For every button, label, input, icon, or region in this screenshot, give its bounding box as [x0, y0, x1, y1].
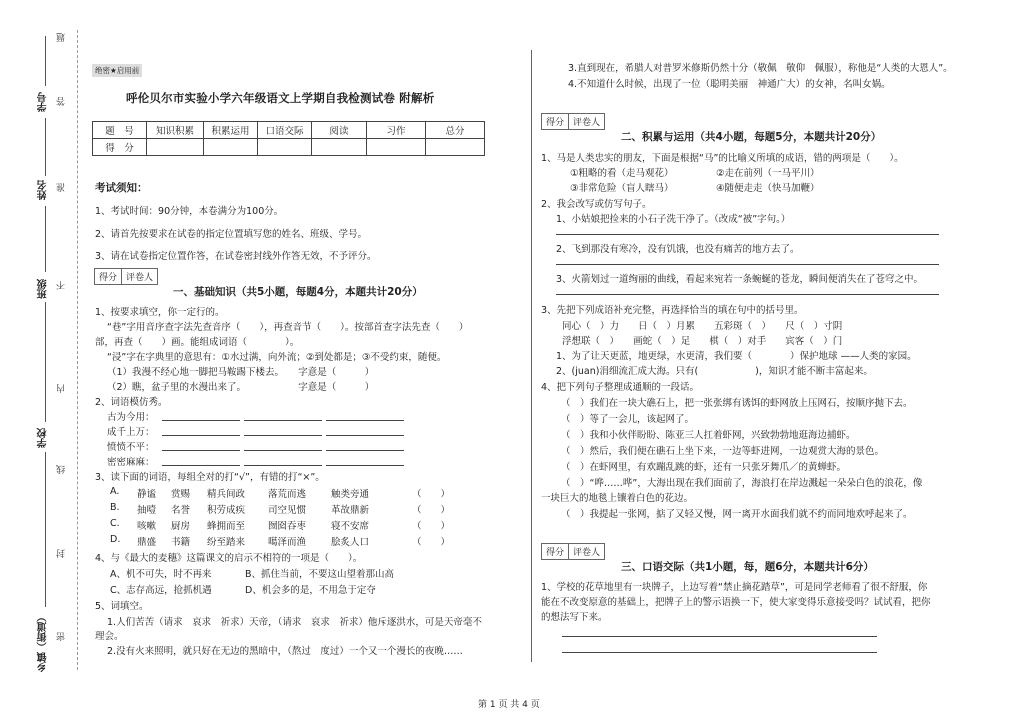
imitation-row — [107, 424, 155, 438]
question-line: 1、为了让天更蓝，地更绿，水更清，我们要（ ）保护地球 ——人类的家园。 — [556, 351, 917, 362]
score-cell: 口语交际 — [258, 122, 312, 139]
answer-blank[interactable] — [326, 465, 404, 466]
option-word: 脍炙人口 — [331, 537, 370, 548]
question-line: 部，再查（ ）画。能组成词语（ ）。 — [95, 337, 300, 348]
answer-paren[interactable]: （ ） — [412, 521, 451, 532]
answer-blank[interactable] — [326, 450, 404, 451]
margin-char-mi: 密 — [57, 632, 67, 641]
option-word: 精兵间政 — [207, 489, 246, 500]
scorer-box — [541, 113, 605, 130]
imitation-word: 成千上万： — [107, 427, 155, 438]
score-row-label: 得 分 — [93, 139, 147, 156]
choice: A、机不可失，时不再来 — [110, 569, 212, 580]
page-title: 呼伦贝尔市实验小学六年级语文上学期自我检测试卷 附解析 — [126, 91, 435, 105]
choice: ④随便走走（快马加鞭） — [716, 183, 820, 194]
option-word: 名誉 — [171, 505, 191, 516]
question: 1、按要求填空，你一定行的。 — [95, 307, 225, 318]
question-line: 能在不改变原意的基础上，把牌子上的警示语换一下，使大家变得乐意接受吗？试试看，把你 — [541, 597, 931, 608]
option-word: 鼎盛 — [137, 537, 157, 548]
margin-rule — [45, 302, 46, 422]
answer-line[interactable] — [562, 636, 877, 637]
margin-char-ti: 题 — [57, 33, 67, 42]
page-footer: 第 1 页 共 4 页 — [478, 700, 540, 710]
margin-char-nei: 内 — [57, 384, 67, 393]
question-line: （ ）我和小伙伴盼盼、陈亚三人扛着虾网，兴致勃勃地逛海边捕虾。 — [561, 430, 856, 441]
score-input-cell[interactable] — [367, 139, 426, 156]
answer-blank[interactable] — [162, 450, 240, 451]
margin-rule — [45, 452, 46, 607]
score-cell: 题 号 — [93, 122, 147, 139]
question-line: （ ）然后，我们便在礁石上坐下来，一边等虾进网，一边观赏大海的景色。 — [561, 446, 885, 457]
choice: B、抓住当前，不要这山望着那山高 — [245, 569, 395, 580]
section3-heading: 三、口语交际（共1小题，每，题6分，本题共计6分） — [621, 561, 874, 573]
answer-blank[interactable] — [244, 420, 322, 421]
question-line: “浸”字在字典里的意思有：①水过满，向外流；②到处都是；③不受约束，随便。 — [107, 352, 447, 363]
option-word: 积劳成疾 — [207, 505, 246, 516]
scorer-score: 得分 — [546, 548, 565, 558]
scorer-box — [541, 543, 605, 560]
choice: ③非常危险（盲人瞎马） — [570, 183, 674, 194]
option-key: B. — [110, 502, 120, 513]
answer-blank[interactable] — [162, 420, 240, 421]
question-line: 的想法写下来。 — [541, 612, 608, 623]
imitation-word: 密密麻麻： — [107, 457, 155, 468]
question: 4、与《最大的麦穗》这篇课文的启示不相符的一项是（ ）。 — [95, 553, 363, 564]
question: 1、马是人类忠实的朋友，下面是根据“马”的比喻义所填的成语，错的两项是（ ）。 — [541, 153, 904, 164]
question-line: （ ）我们在一块大礁石上，把一张张绑有诱饵的虾网放上压网石，按顺序抛下去。 — [561, 398, 913, 409]
section1-heading: 一、基础知识（共5小题，每题4分，本题共计20分） — [173, 286, 423, 298]
margin-rule — [45, 36, 46, 86]
choice: ①粗略的看（走马观花） — [570, 168, 674, 179]
imitation-row — [107, 439, 155, 453]
answer-blank[interactable] — [244, 450, 322, 451]
question-line: （2）瞧，盆子里的水漫出来了。 字意是（ ） — [107, 382, 375, 393]
answer-paren[interactable]: （ ） — [412, 489, 451, 500]
scorer-grader: 评卷人 — [568, 544, 604, 559]
option-word: 赏赐 — [171, 489, 191, 500]
option-word: 蜂拥而至 — [207, 521, 246, 532]
margin-char-feng: 封 — [57, 549, 67, 558]
option-word: 触类旁通 — [331, 489, 370, 500]
option-key: C. — [110, 518, 120, 529]
answer-blank[interactable] — [326, 420, 404, 421]
answer-line[interactable] — [562, 652, 877, 653]
answer-line[interactable] — [556, 234, 939, 235]
score-cell: 阅读 — [312, 122, 367, 139]
seal-line — [77, 30, 78, 670]
answer-paren[interactable]: （ ） — [412, 537, 451, 548]
question-line: 一块巨大的地毯上镶着白色的花边。 — [541, 493, 694, 504]
option-word: 静谧 — [137, 489, 157, 500]
option-word: 噶泽而渔 — [268, 537, 307, 548]
question-line: 浮想联（ ） 画蛇（ ）足 棋（ ）对手 宾客（ ）门 — [562, 336, 843, 347]
answer-blank[interactable] — [326, 435, 404, 436]
margin-label-xingming: 姓名 — [38, 180, 49, 200]
option-word: 厨房 — [171, 521, 191, 532]
option-word: 司空见惯 — [268, 505, 307, 516]
question-line: 3.直到现在，希腊人对普罗米修斯仍然十分（敬佩 敬仰 佩服），称他是“人类的大恩人”。 — [568, 63, 953, 74]
question-line: 2、(juan)涓细流汇成大海。只有( )，知识才能不断丰富起来。 — [556, 366, 873, 377]
score-cell: 知识积累 — [147, 122, 204, 139]
question-line: （1）我漫不经心地一脚把马鞍踢下楼去。 字意是（ ） — [107, 367, 375, 378]
question: 2、词语模仿秀。 — [95, 397, 168, 408]
option-word: 寝不安席 — [331, 521, 370, 532]
margin-label-xuehao: 学号 — [38, 92, 49, 112]
choice: D、机会多的是，不用急于定夺 — [245, 585, 376, 596]
margin-char-xian: 线 — [57, 465, 67, 474]
answer-line[interactable] — [556, 264, 939, 265]
answer-blank[interactable] — [244, 465, 322, 466]
question-line: “巷”字用音序查字法先查音序（ ），再查音节（ ）。按部首查字法先查（ ） — [107, 322, 469, 333]
imitation-word: 古为今用： — [107, 412, 155, 423]
score-input-cell[interactable] — [147, 139, 204, 156]
notice-heading: 考试须知： — [95, 182, 148, 194]
margin-label-xuexiao: 学校 — [38, 428, 49, 448]
margin-rule — [45, 206, 46, 272]
scorer-grader: 评卷人 — [568, 114, 604, 129]
question-line: 理会。 — [95, 631, 124, 642]
score-cell: 积累运用 — [204, 122, 258, 139]
scorer-score: 得分 — [546, 118, 565, 128]
score-table-header-row — [93, 122, 485, 139]
question-line: 2.没有火来照明，就只好在无边的黑暗中，（熬过 度过）一个又一个漫长的夜晚…… — [107, 646, 463, 657]
question-line: （ ）在虾网里，有欢蹦乱跳的虾，还有一只张牙舞爪／的黄蝉虾。 — [561, 462, 847, 473]
scorer-box — [94, 268, 158, 285]
answer-paren[interactable]: （ ） — [412, 505, 451, 516]
question-line: 3、火箭划过一道绚丽的曲线，看起来宛若一条蜿蜒的苍龙，瞬间便消失在了苍穹之中。 — [556, 274, 924, 285]
imitation-row — [107, 454, 155, 468]
answer-blank[interactable] — [162, 465, 240, 466]
margin-char-da: 答 — [57, 97, 67, 106]
option-word: 革故鼎新 — [331, 505, 370, 516]
scorer-score: 得分 — [99, 273, 118, 283]
question-line: 4.不知道什么时候，出现了一位（聪明美丽 神通广大）的女神，名叫女娲。 — [568, 79, 891, 90]
binding-margin — [0, 0, 80, 722]
notice-item: 3、请在试卷指定位置作答，在试卷密封线外作答无效，不予评分。 — [95, 251, 377, 262]
question-line: （ ）我提起一张网，掂了又轻又慢，网一离开水面我们就不约而同地欢呼起来了。 — [561, 509, 913, 520]
question: 3、先把下列成语补充完整，再选择恰当的填在句中的括号里。 — [541, 305, 804, 316]
score-input-cell[interactable] — [426, 139, 485, 156]
notice-item: 1、考试时间：90分钟，本卷满分为100分。 — [95, 206, 284, 217]
question-line: 同心（ ）力 日（ ）月累 五彩斑（ ） 尺（ ）寸阴 — [562, 321, 843, 332]
question-line: （ ）“哗……哗”，大海出现在我们面前了，海浪打在岸边溅起一朵朵白色的浪花，像 — [561, 478, 923, 489]
scorer-grader: 评卷人 — [121, 269, 157, 284]
notice-item: 2、请首先按要求在试卷的指定位置填写您的姓名、班级、学号。 — [95, 229, 368, 240]
option-word: 咳嗽 — [137, 521, 157, 532]
question-line: 1、学校的花草地里有一块牌子，上边写着“禁止摘花踏草”，可是同学老师看了很不舒服，你 — [541, 582, 928, 593]
option-word: 抽噎 — [137, 505, 157, 516]
question: 5、词填空。 — [95, 601, 149, 612]
choice: ②走在前列（一马平川） — [716, 168, 820, 179]
answer-blank[interactable] — [162, 435, 240, 436]
margin-label-banji: 班级 — [38, 279, 49, 299]
score-input-cell[interactable] — [204, 139, 258, 156]
question-line: 1、小姑娘把捡来的小石子洗干净了。（改成“被”字句。） — [556, 214, 791, 225]
question-line: （ ）等了一会儿，该起网了。 — [561, 414, 695, 425]
option-word: 囫囵吞枣 — [268, 521, 307, 532]
column-divider — [531, 50, 532, 662]
question-line: 1.人们苦苦（请求 哀求 祈求）天帝，（请求 哀求 祈求）他斥逐洪水，可是天帝毫不 — [107, 617, 482, 628]
margin-rule — [45, 118, 46, 176]
option-word: 纷至踏来 — [207, 537, 246, 548]
margin-char-bu: 不 — [57, 281, 67, 290]
score-input-cell[interactable] — [312, 139, 367, 156]
imitation-row — [107, 409, 155, 423]
margin-char-zhun: 准 — [57, 183, 67, 192]
margin-label-xiangzhen: 乡镇（街道） — [38, 612, 49, 672]
question: 4、把下列句子整理成通顺的一段话。 — [541, 382, 700, 393]
choice: C、志存高远，抢抓机遇 — [110, 585, 212, 596]
score-cell: 习作 — [367, 122, 426, 139]
answer-blank[interactable] — [244, 435, 322, 436]
score-table-score-row — [93, 139, 485, 156]
question: 3、读下面的词语，每组全对的打“√”，有错的打“×”。 — [95, 472, 325, 483]
secret-tag: 绝密★启用前 — [92, 64, 142, 77]
option-word: 落荒而逃 — [268, 489, 307, 500]
score-input-cell[interactable] — [258, 139, 312, 156]
imitation-word: 愤愤不平： — [107, 442, 155, 453]
answer-line[interactable] — [556, 294, 939, 295]
option-key: A. — [110, 486, 120, 497]
question: 2、我会改写或仿写句子。 — [541, 199, 652, 210]
option-word: 书籍 — [171, 537, 191, 548]
question-line: 2、飞到那没有寒冷，没有饥饿，也没有痛苦的地方去了。 — [556, 244, 800, 255]
score-table — [92, 121, 485, 156]
score-cell: 总分 — [426, 122, 485, 139]
section2-heading: 二、积累与运用（共4小题，每题5分，本题共计20分） — [621, 131, 882, 143]
option-key: D. — [110, 534, 121, 545]
